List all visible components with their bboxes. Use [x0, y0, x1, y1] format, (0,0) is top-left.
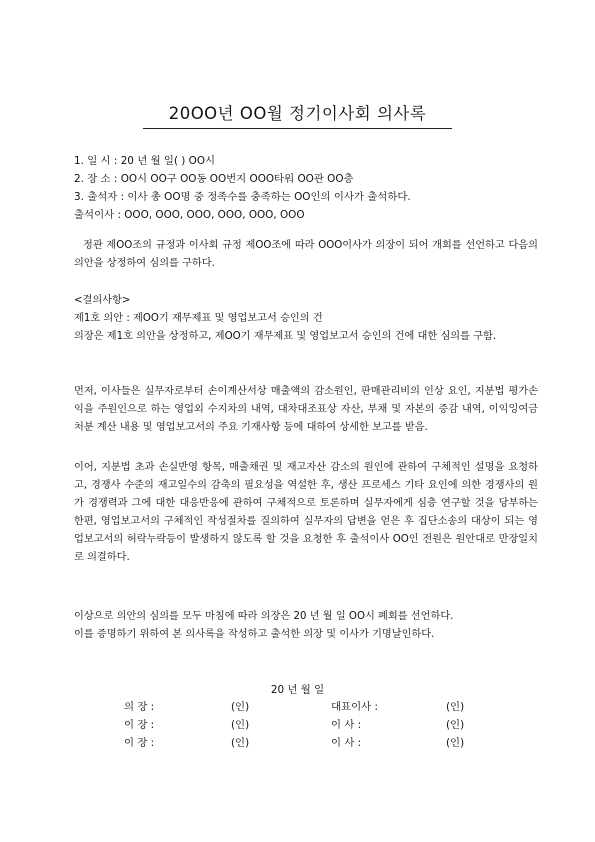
document-title-wrap — [0, 100, 595, 129]
signature-table — [0, 698, 595, 752]
signature-row — [0, 716, 595, 734]
signature-date: 20 년 월 일 — [270, 684, 325, 696]
document-title: 20ОО년 ОО월 정기이사회 의사록 — [143, 100, 453, 129]
closing-line-2: 이를 증명하기 위하여 본 의사록을 작성하고 출석한 의장 및 이사가 기명날인하다. — [74, 629, 435, 640]
signer-right-seal: (인) — [446, 701, 465, 713]
signer-left-role: 이 장 : — [124, 719, 155, 731]
signer-left-seal: (인) — [231, 737, 250, 749]
closing-line-1: 이상으로 의안의 심의를 모두 마침에 따라 의장은 20 년 월 일 ОО시 폐회를 선언하다. — [74, 611, 454, 622]
intro-paragraph: 정관 제ОО조의 규정과 이사회 규정 제ОО조에 따라 ООО이사가 의장이 되어 개회를 선언하고 다음의 의안을 상정하여 심의를 구하다. — [74, 240, 538, 269]
agenda-item: 제1호 의안 : 제ОО기 재무제표 및 영업보고서 승인의 건 — [74, 313, 323, 324]
agenda-section — [74, 292, 538, 346]
signer-right-seal: (인) — [446, 737, 465, 749]
signer-left-role: 이 장 : — [124, 737, 155, 749]
agenda-text: 의장은 제1호 의안을 상정하고, 제ОО기 재무제표 및 영업보고서 승인의 건에 대한 심의를 구함. — [74, 331, 497, 342]
meeting-datetime: 1. 일 시 : 20 년 월 일( ) ОО시 — [74, 155, 216, 167]
discussion-paragraph: 이어, 지분법 초과 손실반영 항목, 매출채권 및 재고자산 감소의 원인에 관하여 구체적인 설명을 요청하고, 경쟁사 수준의 재고일수의 감축의 필요성을 역설한 후, 생산 프로세스 기타 요인에 의한 경쟁사의 원가 경쟁력과 그에 대한 대응반응에 관하여 구체적으로 토론하며 실무자에게 심층 연구할 것을 당부하는 한편, 영업보고서의 구체적인 작성절차를 질의하여 실무자의 답변을 얻은 후 집단소송의 대상이 되는 영업보고서의 허락누락등이 발생하지 않도록 할 것을 요청한 후 출석이사 ОО인 전원은 원안대로 만장일치로 의결하다. — [74, 462, 538, 563]
meeting-attendees: 출석이사 : ООО, ООО, ООО, ООО, ООО, ООО — [74, 209, 305, 221]
signature-row — [0, 698, 595, 716]
closing-section — [74, 608, 538, 644]
signature-row — [0, 734, 595, 752]
signer-right-role: 이 사 : — [331, 737, 362, 749]
meeting-place: 2. 장 소 : ОО시 ОО구 ОО동 ОО번지 ООО타워 ОО관 ОО층 — [74, 173, 354, 185]
signer-left-seal: (인) — [231, 719, 250, 731]
agenda-heading: <결의사항> — [74, 295, 131, 306]
report-paragraph: 먼저, 이사들은 실무자로부터 손이계산서상 매출액의 감소원인, 판매관리비의 인상 요인, 지분법 평가손익을 주원인으로 하는 영업외 수지차의 내역, 대차대조표상 자산, 부채 및 자본의 증감 내역, 이익잉여금 처분 계산 내용 및 영업보고서의 주요 기재사항 등에 대하여 상세한 보고를 받음. — [74, 386, 538, 433]
meeting-info — [74, 152, 534, 224]
signer-right-seal: (인) — [446, 719, 465, 731]
signer-right-role: 이 사 : — [331, 719, 362, 731]
meeting-attendance: 3. 출석자 : 이사 총 ОО명 중 정족수를 충족하는 ОО인의 이사가 출석하다. — [74, 191, 411, 203]
signer-right-role: 대표이사 : — [331, 701, 378, 713]
signer-left-seal: (인) — [231, 701, 250, 713]
signer-left-role: 의 장 : — [124, 701, 155, 713]
